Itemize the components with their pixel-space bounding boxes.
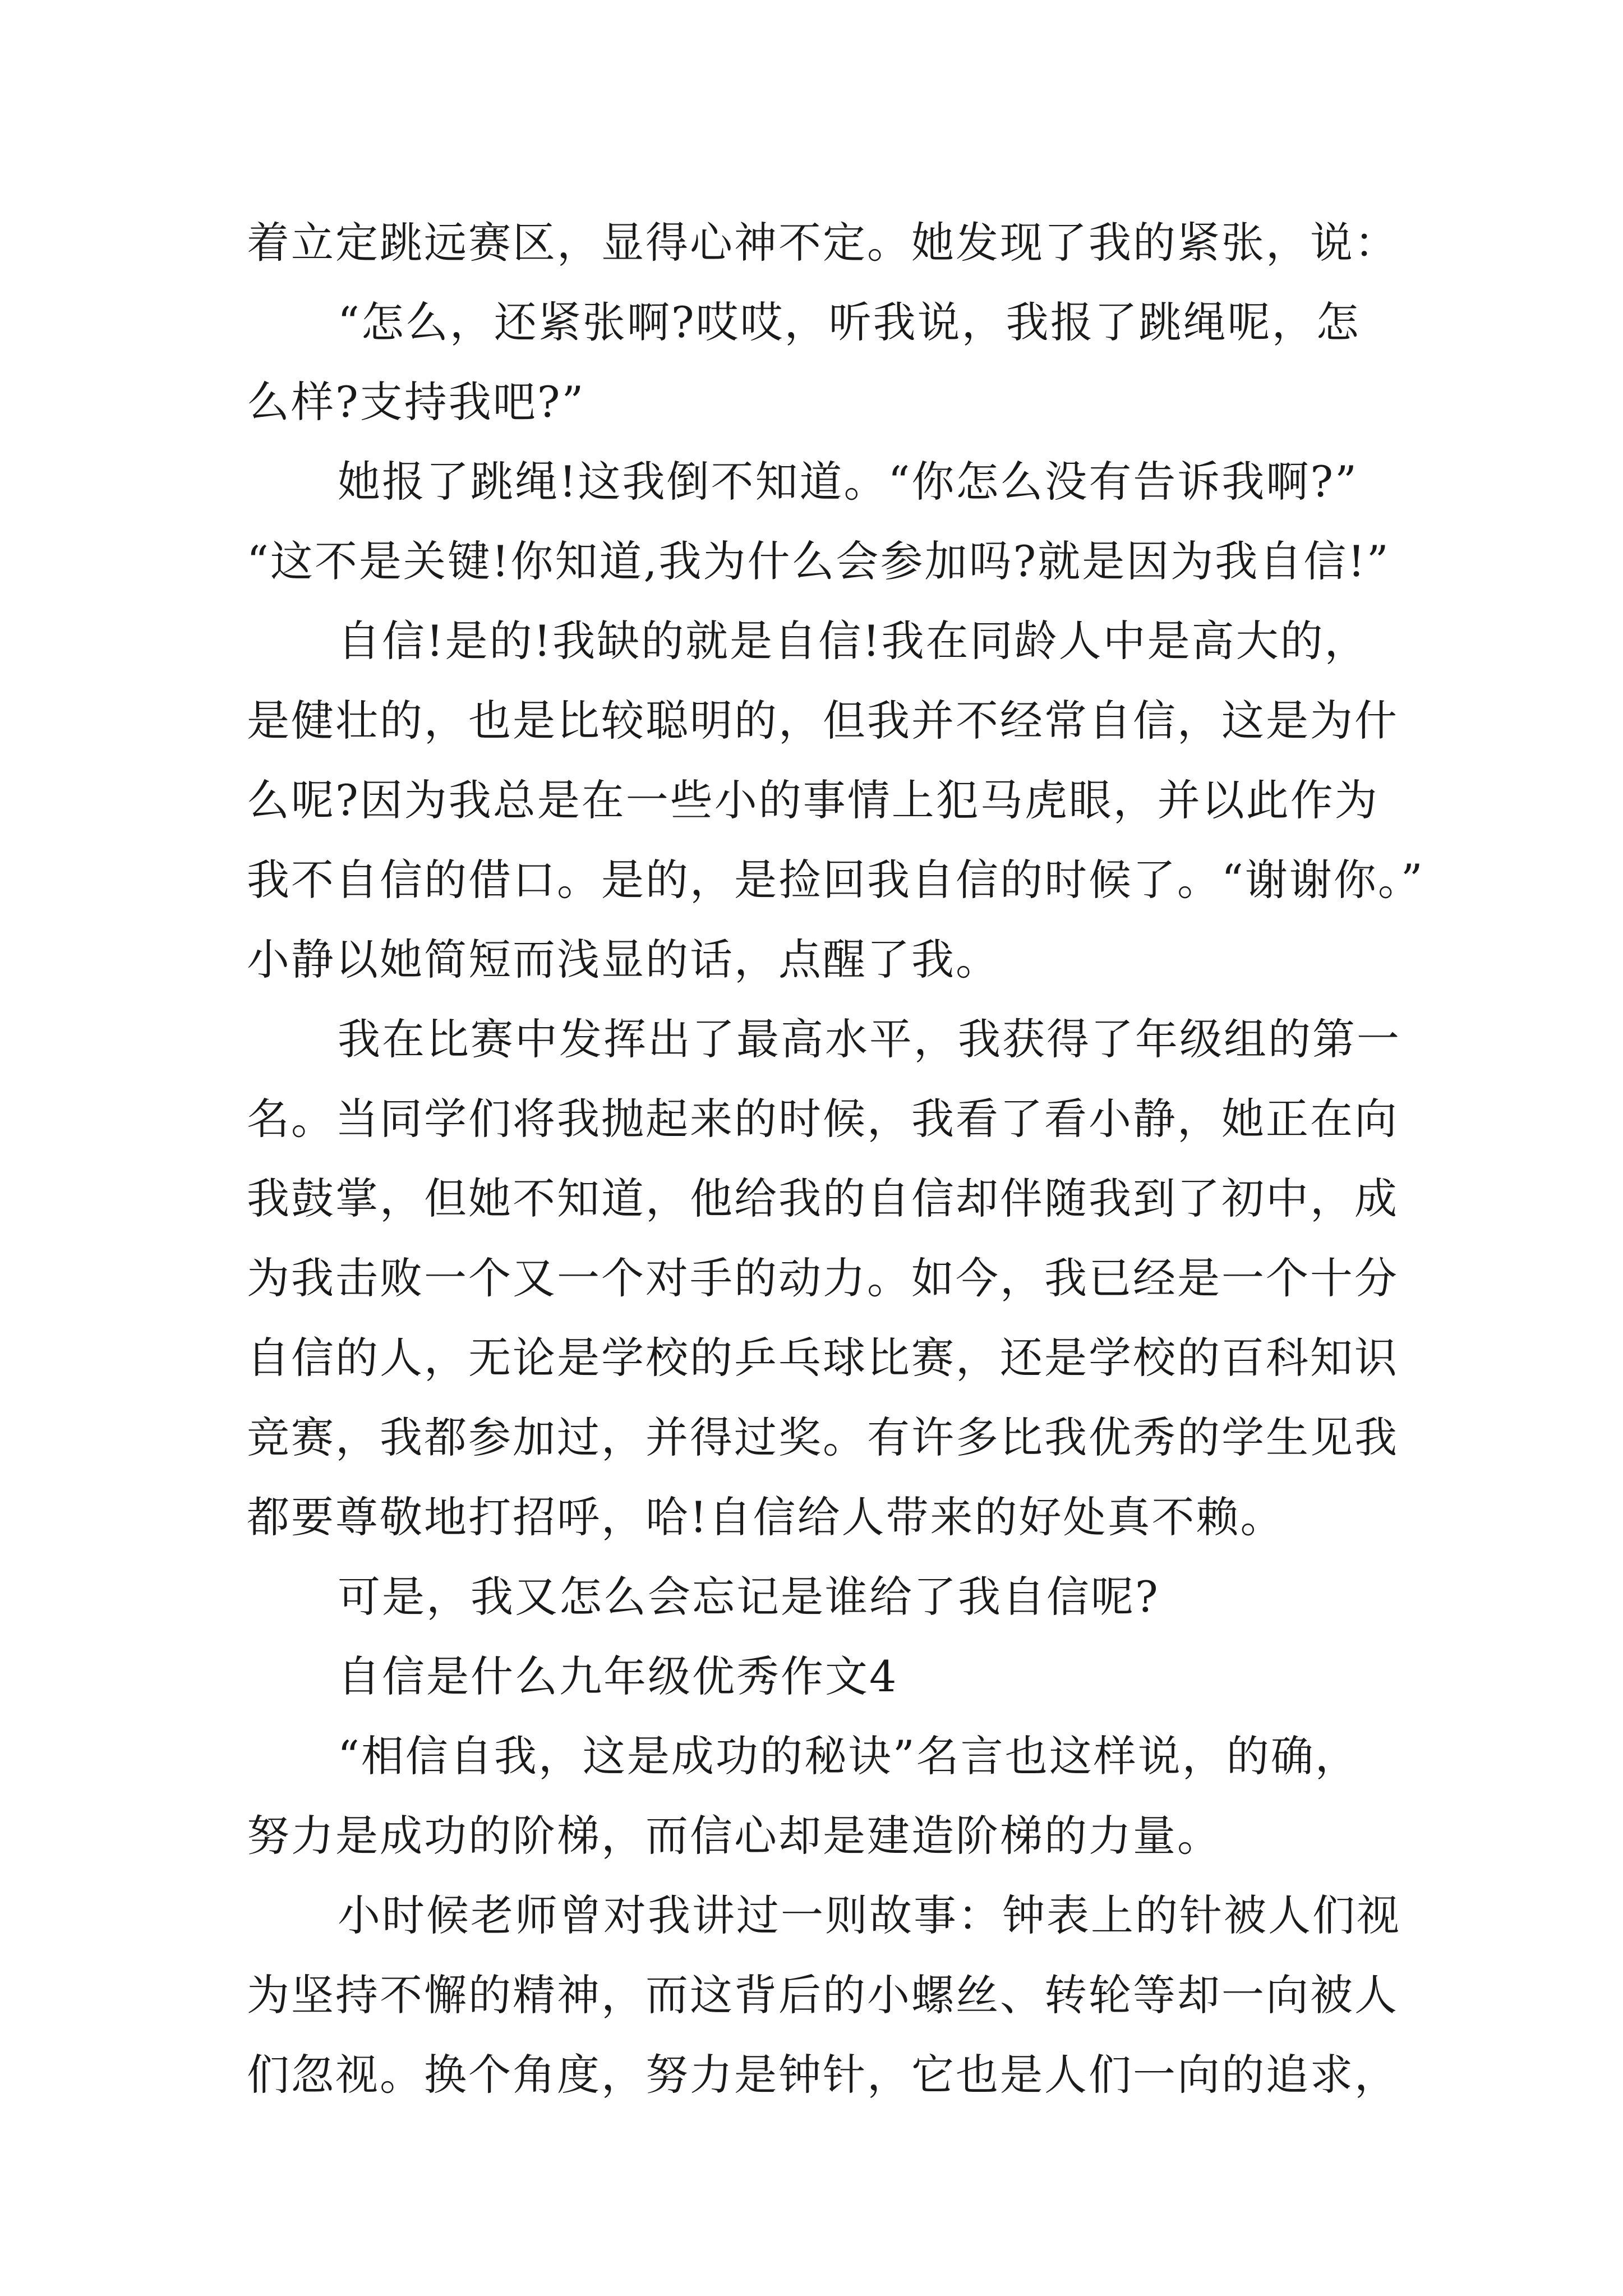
text-line: 名。当同学们将我抛起来的时候，我看了看小静，她正在向 bbox=[247, 1094, 1399, 1144]
article-body bbox=[247, 203, 1436, 2115]
text-line: 自信!是的!我缺的就是自信!我在同龄人中是高大的， bbox=[338, 616, 1369, 666]
text-line: 小静以她简短而浅显的话，点醒了我。 bbox=[247, 935, 1000, 984]
text-line: 是健壮的，也是比较聪明的，但我并不经常自信，这是为什 bbox=[247, 696, 1399, 746]
text-line: 们忽视。换个角度，努力是钟针，它也是人们一向的追求， bbox=[247, 2050, 1399, 2100]
text-line: 自信的人，无论是学校的乒乓球比赛，还是学校的百科知识 bbox=[247, 1333, 1399, 1383]
text-line: 努力是成功的阶梯，而信心却是建造阶梯的力量。 bbox=[247, 1811, 1221, 1861]
text-line: 竞赛，我都参加过，并得过奖。有许多比我优秀的学生见我 bbox=[247, 1412, 1399, 1462]
section-heading: 自信是什么九年级优秀作文4 bbox=[338, 1651, 898, 1701]
text-line: “相信自我，这是成功的秘诀”名言也这样说，的确， bbox=[338, 1731, 1359, 1781]
text-line: 么呢?因为我总是在一些小的事情上犯马虎眼，并以此作为 bbox=[247, 775, 1379, 825]
text-line: 小时候老师曾对我讲过一则故事：钟表上的针被人们视 bbox=[338, 1890, 1401, 1940]
text-line: 可是，我又怎么会忘记是谁给了我自信呢? bbox=[338, 1572, 1160, 1622]
text-line: 为坚持不懈的精神，而这背后的小螺丝、转轮等却一向被人 bbox=[247, 1970, 1399, 2020]
text-line: 她报了跳绳!这我倒不知道。“你怎么没有告诉我啊?” bbox=[338, 457, 1358, 507]
text-line: “怎么，还紧张啊?哎哎，听我说，我报了跳绳呢，怎 bbox=[338, 297, 1361, 347]
text-line: 为我击败一个又一个对手的动力。如今，我已经是一个十分 bbox=[247, 1253, 1399, 1303]
text-line: 着立定跳远赛区，显得心神不定。她发现了我的紧张，说： bbox=[247, 218, 1399, 268]
text-line: 我不自信的借口。是的，是捡回我自信的时候了。“谢谢你。” bbox=[247, 855, 1424, 905]
text-line: “这不是关键!你知道,我为什么会参加吗?就是因为我自信!” bbox=[247, 536, 1390, 586]
text-line: 我在比赛中发挥出了最高水平，我获得了年级组的第一 bbox=[338, 1014, 1401, 1064]
text-line: 都要尊敬地打招呼，哈!自信给人带来的好处真不赖。 bbox=[247, 1492, 1285, 1542]
text-line: 我鼓掌，但她不知道，他给我的自信却伴随我到了初中，成 bbox=[247, 1174, 1399, 1223]
text-line: 么样?支持我吧?” bbox=[247, 377, 585, 427]
